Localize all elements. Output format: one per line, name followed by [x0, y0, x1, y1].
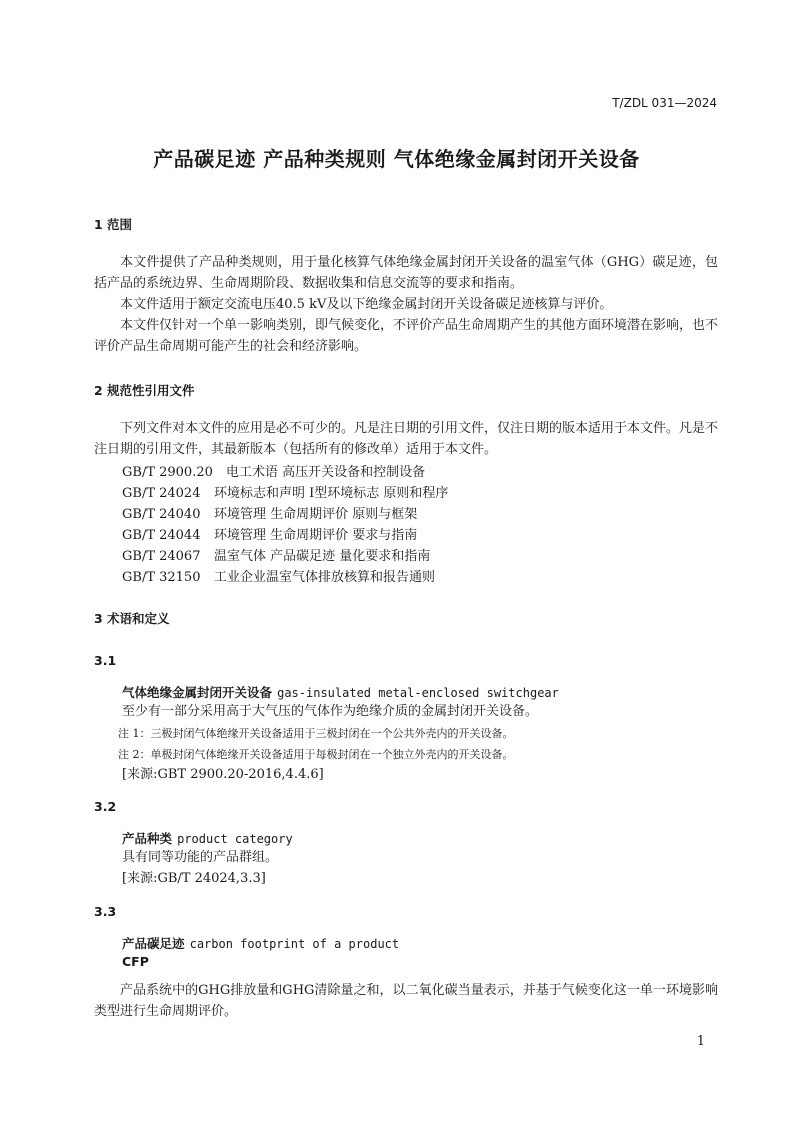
reference-title: 温室气体 产品碳足迹 量化要求和指南: [214, 549, 431, 564]
term-source: [来源:GB/T 24024,3.3]: [122, 871, 266, 886]
section-heading-terms: 3 术语和定义: [94, 611, 170, 626]
term-english: product category: [177, 832, 293, 846]
term-chinese: 产品碳足迹: [122, 936, 185, 951]
reference-code: GB/T 24067: [122, 549, 201, 564]
reference-title: 环境标志和声明 I型环境标志 原则和程序: [214, 486, 449, 501]
term-number: 3.3: [94, 904, 117, 919]
term-number: 3.2: [94, 799, 117, 814]
term-chinese: 产品种类: [122, 831, 173, 846]
term-heading: [122, 933, 399, 952]
reference-item: [122, 461, 425, 480]
reference-code: GB/T 24044: [122, 528, 201, 543]
references-intro: 下列文件对本文件的应用是必不可少的。凡是注日期的引用文件，仅注日期的版本适用于本文件。凡是不注日期的引用文件，其最新版本（包括所有的修改单）适用于本文件。: [94, 421, 719, 457]
term-heading: [122, 828, 293, 847]
page-number: 1: [696, 1034, 705, 1049]
reference-code: GB/T 24040: [122, 507, 201, 522]
term-english: carbon footprint of a product: [189, 937, 400, 951]
term-chinese: 气体绝缘金属封闭开关设备: [122, 685, 273, 700]
term-english: gas-insulated metal-enclosed switchgear: [277, 686, 559, 700]
reference-code: GB/T 24024: [122, 486, 201, 501]
reference-title: 环境管理 生命周期评价 原则与框架: [214, 507, 418, 522]
reference-code: GB/T 32150: [122, 570, 201, 585]
reference-title: 电工术语 高压开关设备和控制设备: [226, 465, 426, 480]
term-note-1: 注 1：三极封闭气体绝缘开关设备适用于三极封闭在一个公共外壳内的开关设备。: [118, 727, 514, 740]
reference-item: [122, 566, 435, 585]
scope-paragraph-1: 本文件提供了产品种类规则，用于量化核算气体绝缘金属封闭开关设备的温室气体（GHG）碳足迹，包括产品的系统边界、生命周期阶段、数据收集和信息交流等的要求和指南。: [94, 255, 718, 291]
page-title: 产品碳足迹 产品种类规则 气体绝缘金属封闭开关设备: [153, 147, 640, 171]
reference-title: 工业企业温室气体排放核算和报告通则: [214, 570, 436, 585]
term-heading: [122, 682, 559, 701]
reference-item: [122, 503, 417, 522]
reference-code: GB/T 2900.20: [122, 465, 213, 480]
term-definition: 产品系统中的GHG排放量和GHG清除量之和，以二氧化碳当量表示，并基于气候变化这一单一环境影响类型进行生命周期评价。: [94, 983, 718, 1019]
reference-item: [122, 482, 448, 501]
reference-title: 环境管理 生命周期评价 要求与指南: [214, 528, 418, 543]
term-definition: 具有同等功能的产品群组。: [122, 850, 279, 865]
term-definition: 至少有一部分采用高于大气压的气体作为绝缘介质的金属封闭开关设备。: [122, 704, 539, 719]
term-number: 3.1: [94, 653, 117, 668]
scope-paragraph-3: 本文件仅针对一个单一影响类别，即气候变化，不评价产品生命周期产生的其他方面环境潜在影响，也不评价产品生命周期可能产生的社会和经济影响。: [94, 318, 719, 354]
document-code: T/ZDL 031—2024: [612, 96, 717, 110]
scope-paragraph-2: 本文件适用于额定交流电压40.5 kV及以下绝缘金属封闭开关设备碳足迹核算与评价。: [120, 297, 613, 312]
reference-item: [122, 524, 417, 543]
reference-item: [122, 545, 430, 564]
term-abbreviation: CFP: [122, 954, 149, 969]
section-heading-scope: 1 范围: [94, 217, 133, 232]
term-note-2: 注 2：单极封闭气体绝缘开关设备适用于每极封闭在一个独立外壳内的开关设备。: [118, 748, 514, 761]
section-heading-references: 2 规范性引用文件: [94, 383, 195, 398]
term-source: [来源:GBT 2900.20-2016,4.4.6]: [122, 767, 324, 782]
